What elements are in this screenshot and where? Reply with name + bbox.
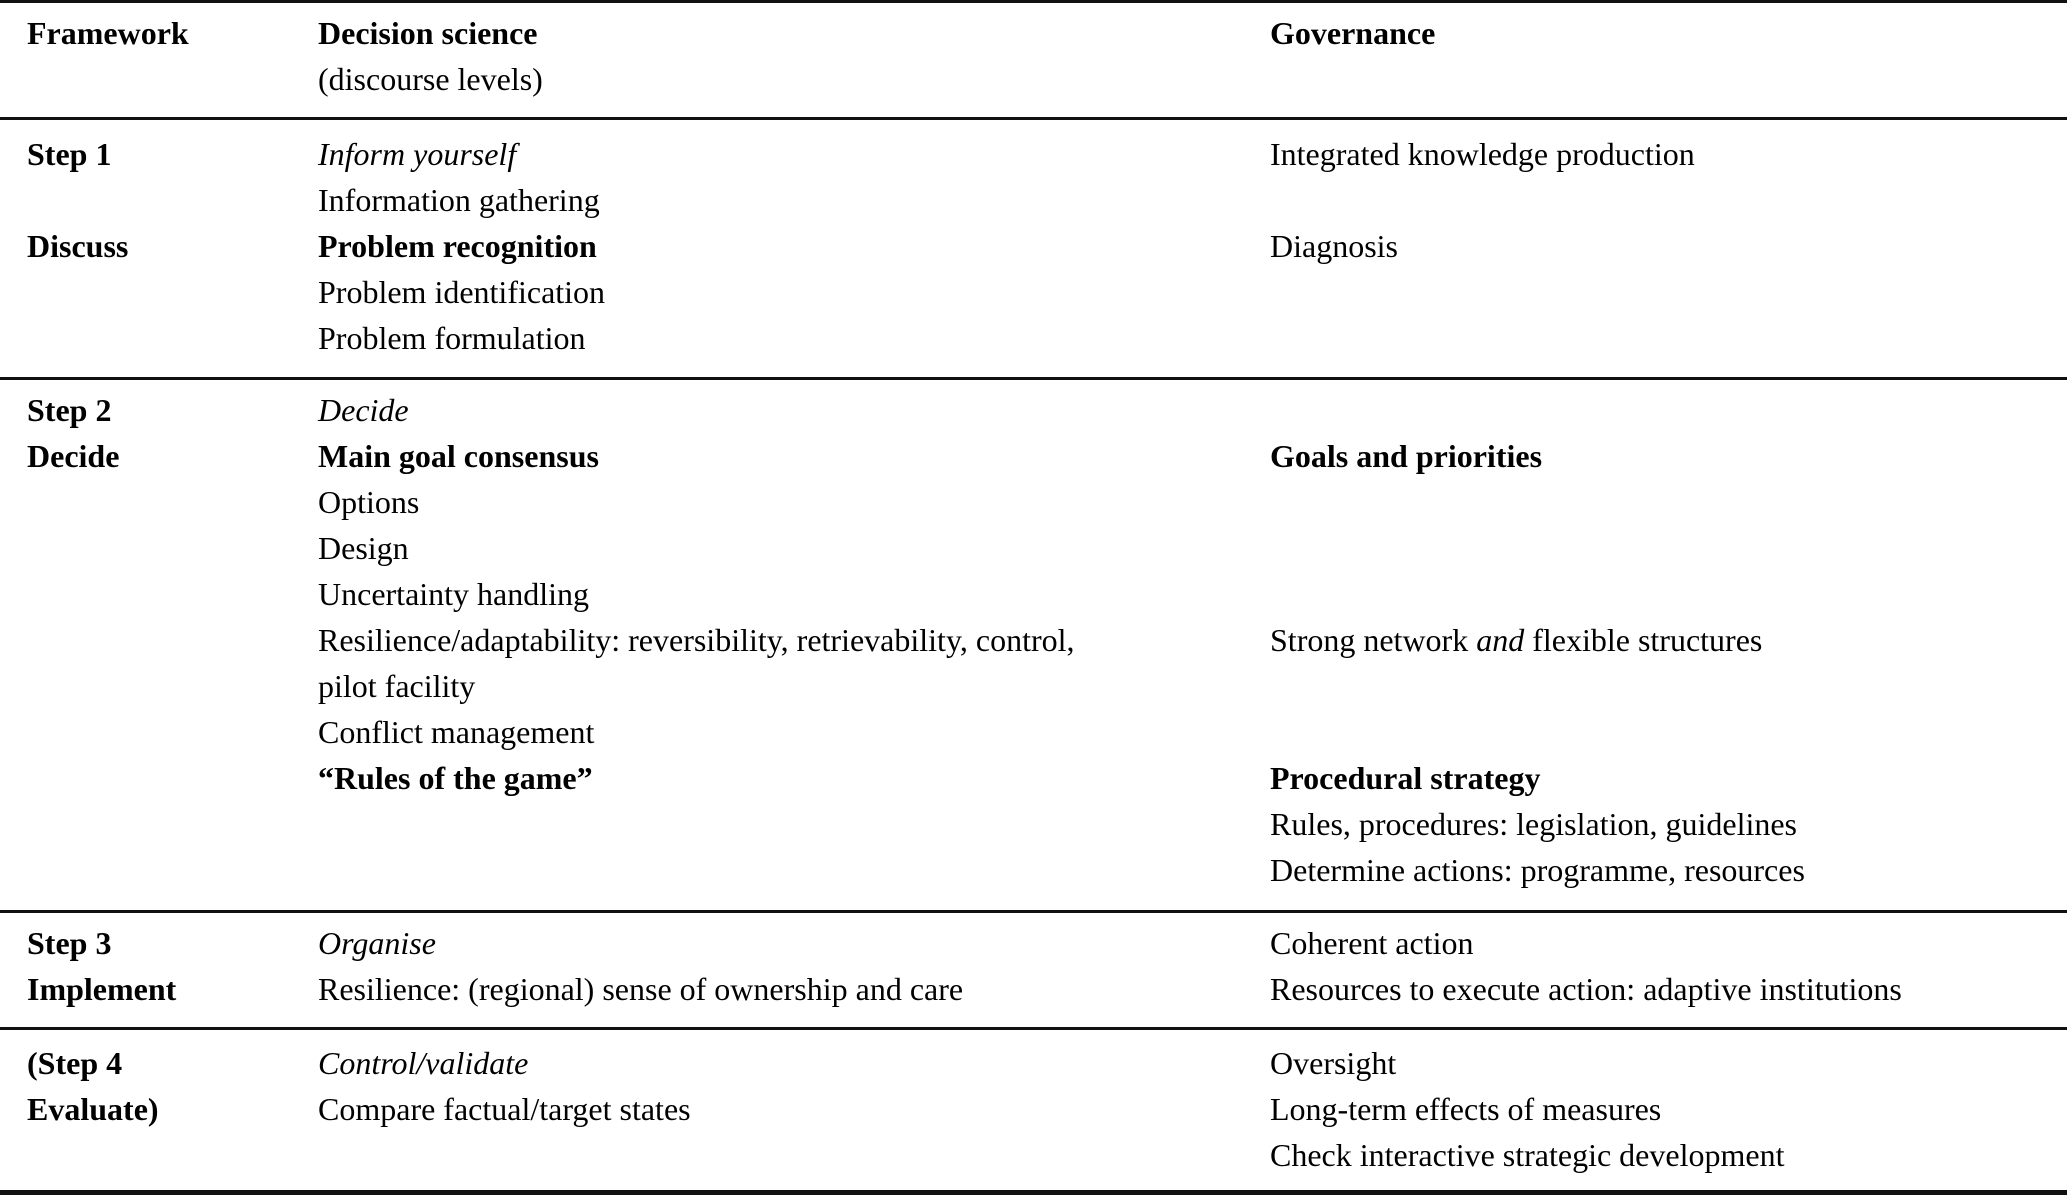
- step2-ds-main-goal-consensus: Main goal consensus: [318, 438, 599, 474]
- step2-label-cell: [27, 387, 318, 893]
- step4-ds-control-validate: Control/validate: [318, 1045, 529, 1081]
- header-decision-science-label: Decision science: [318, 15, 538, 51]
- step1-ds-problem-formulation: Problem formulation: [318, 320, 586, 356]
- header-cell-framework: [27, 10, 318, 102]
- step2-gov-procedural-strategy: Procedural strategy: [1270, 760, 1541, 796]
- table-row-step-4: [0, 1030, 2067, 1190]
- step1-label: Step 1: [27, 136, 112, 172]
- strong-network-pre: Strong network: [1270, 622, 1477, 658]
- step3-gov-resources-execute: Resources to execute action: adaptive institutions: [1270, 971, 1902, 1007]
- step1-decision-science-cell: [318, 131, 1270, 361]
- spacer-line: [1270, 387, 2067, 433]
- step3-implement-label: Implement: [27, 971, 177, 1007]
- spacer-line: [1270, 525, 2067, 571]
- step4-gov-check-interactive: Check interactive strategic development: [1270, 1137, 1785, 1173]
- step2-label: Step 2: [27, 392, 112, 428]
- table-row-step-2: [0, 380, 2067, 913]
- step3-decision-science-cell: [318, 920, 1270, 1012]
- step3-ds-organise: Organise: [318, 925, 436, 961]
- header-discourse-levels-label: (discourse levels): [318, 61, 543, 97]
- step3-label: Step 3: [27, 925, 112, 961]
- step2-gov-determine-actions: Determine actions: programme, resources: [1270, 852, 1805, 888]
- header-governance-label: Governance: [1270, 15, 1436, 51]
- step1-ds-problem-recognition: Problem recognition: [318, 228, 597, 264]
- step1-label-cell: [27, 131, 318, 361]
- spacer-line: [27, 177, 318, 223]
- step2-ds-design: Design: [318, 530, 409, 566]
- step2-gov-goals-and-priorities: Goals and priorities: [1270, 438, 1543, 474]
- step3-ds-resilience-ownership: Resilience: (regional) sense of ownership and care: [318, 971, 964, 1007]
- step2-ds-uncertainty-handling: Uncertainty handling: [318, 576, 590, 612]
- step2-ds-conflict-management: Conflict management: [318, 714, 595, 750]
- spacer-line: [1270, 663, 2067, 709]
- strong-network-post: flexible structures: [1524, 622, 1763, 658]
- step2-governance-cell: [1270, 387, 2067, 893]
- step1-governance-cell: [1270, 131, 2067, 361]
- step4-gov-oversight: Oversight: [1270, 1045, 1397, 1081]
- header-cell-decision-science: [318, 10, 1270, 102]
- step4-label-cell: [27, 1040, 318, 1178]
- spacer-line: [1270, 709, 2067, 755]
- table-header-row: [0, 3, 2067, 120]
- step4-gov-long-term-effects: Long-term effects of measures: [1270, 1091, 1662, 1127]
- step2-ds-decide: Decide: [318, 392, 409, 428]
- step4-governance-cell: [1270, 1040, 2067, 1178]
- step4-label: (Step 4: [27, 1045, 123, 1081]
- step2-ds-rules-of-the-game: “Rules of the game”: [318, 760, 593, 796]
- strong-network-and-italic: and: [1476, 622, 1525, 658]
- step2-gov-strong-network: [1270, 617, 2067, 663]
- step3-gov-coherent-action: Coherent action: [1270, 925, 1474, 961]
- step1-gov-integrated-knowledge: Integrated knowledge production: [1270, 136, 1695, 172]
- table-row-step-1: [0, 120, 2067, 380]
- header-framework-label: Framework: [27, 15, 189, 51]
- step2-ds-pilot-facility: pilot facility: [318, 668, 476, 704]
- step1-ds-inform-yourself: Inform yourself: [318, 136, 517, 172]
- step4-ds-compare-states: Compare factual/target states: [318, 1091, 691, 1127]
- table-row-step-3: [0, 913, 2067, 1030]
- step1-ds-problem-identification: Problem identification: [318, 274, 606, 310]
- step1-ds-information-gathering: Information gathering: [318, 182, 600, 218]
- step2-ds-resilience-adaptability: Resilience/adaptability: reversibility, retrievability, control,: [318, 622, 1075, 658]
- spacer-line: [1270, 479, 2067, 525]
- step3-label-cell: [27, 920, 318, 1012]
- step3-governance-cell: [1270, 920, 2067, 1012]
- spacer-line: [1270, 177, 2067, 223]
- step4-evaluate-label: Evaluate): [27, 1091, 159, 1127]
- step4-decision-science-cell: [318, 1040, 1270, 1178]
- step2-decision-science-cell: [318, 387, 1270, 893]
- step2-gov-rules-procedures: Rules, procedures: legislation, guidelines: [1270, 806, 1797, 842]
- spacer-line: [1270, 571, 2067, 617]
- step2-decide-label: Decide: [27, 438, 120, 474]
- step2-ds-options: Options: [318, 484, 420, 520]
- header-cell-governance: [1270, 10, 2067, 102]
- step1-gov-diagnosis: Diagnosis: [1270, 228, 1398, 264]
- step1-discuss-label: Discuss: [27, 228, 129, 264]
